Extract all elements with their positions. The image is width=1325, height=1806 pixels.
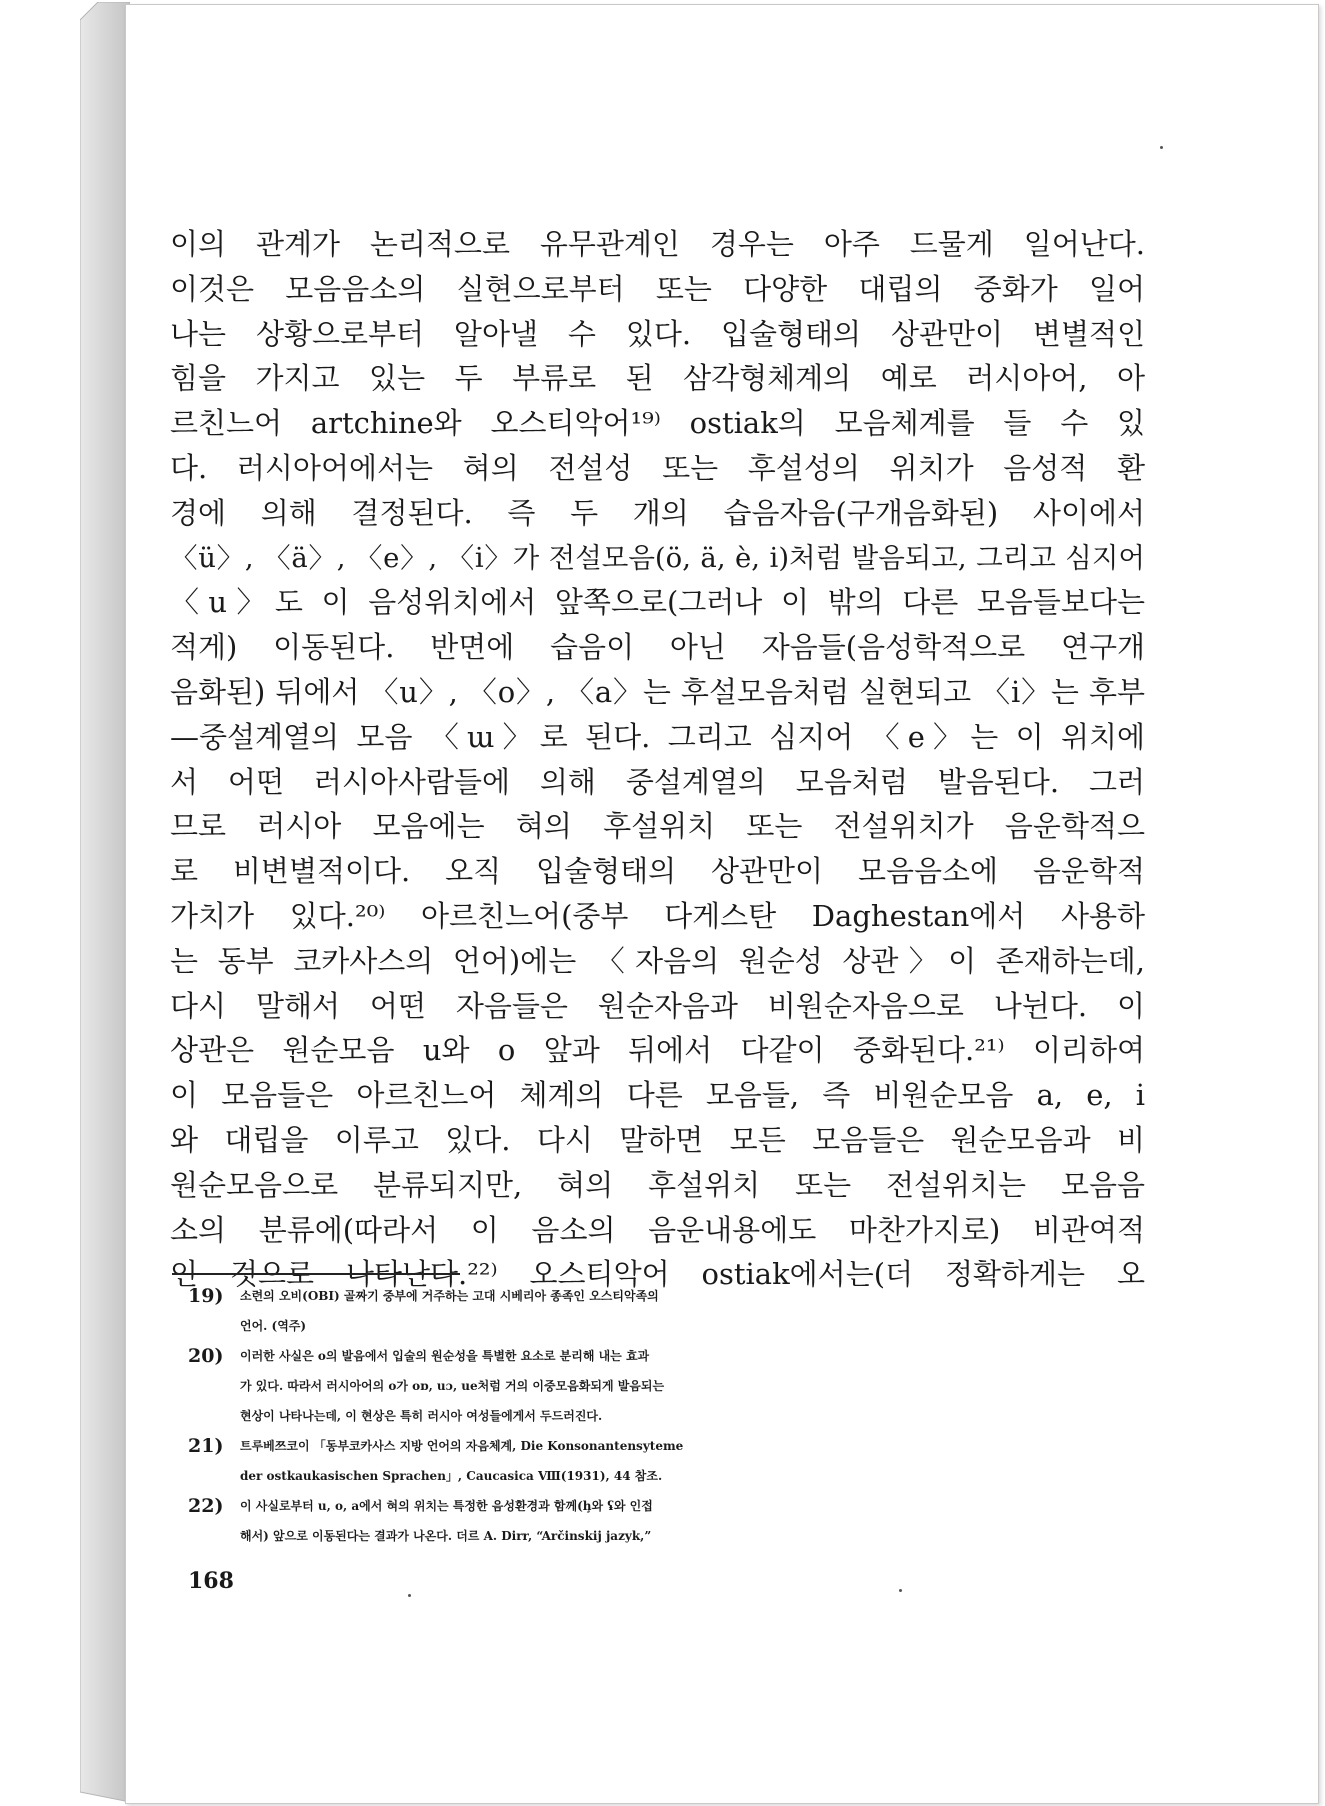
scan-speck [899,1589,902,1592]
footnote-line: der ostkaukasischen Sprachen」, Caucasica Ⅷ(1931), 44 참조. [240,1469,663,1483]
footnote [188,1431,1148,1491]
footnote-number: 19) [188,1285,224,1307]
body-line: 르친느어 artchine와 오스티악어¹⁹⁾ ostiak의 모음체계를 들 수 있 [170,406,1145,441]
body-line: 가치가 있다.²⁰⁾ 아르친느어(중부 다게스탄 Daghestan에서 사용하 [170,898,1145,933]
body-line: 와 대립을 이루고 있다. 다시 말하면 모든 모음들은 원순모음과 비 [170,1122,1145,1157]
page-number: 168 [188,1568,234,1594]
body-line: 적게) 이동된다. 반면에 습음이 아닌 자음들(음성학적으로 연구개 [170,630,1145,665]
body-line: 이것은 모음음소의 실현으로부터 또는 다양한 대립의 중화가 일어 [170,271,1145,306]
body-line: 원순모음으로 분류되지만, 혀의 후설위치 또는 전설위치는 모음음 [170,1167,1145,1202]
footnote [188,1341,1148,1431]
body-line: 〈ü〉, 〈ä〉, 〈e〉, 〈i〉가 전설모음(ö, ä, è, i)처럼 발음되고, 그리고 심지어 [170,541,1145,574]
body-line: 이의 관계가 논리적으로 유무관계인 경우는 아주 드물게 일어난다. [170,227,1145,261]
body-line: 는 동부 코카사스의 언어)에는 〈자음의 원순성 상관〉이 존재하는데, [170,943,1145,978]
body-line: 인 것으로 나타난다.²²⁾ 오스티악어 ostiak에서는(더 정확하게는 오 [170,1257,1145,1292]
footnote-line: 소련의 오비(OBI) 골짜기 중부에 거주하는 고대 시베리아 종족인 오스티악족의 [240,1289,659,1303]
footnote-line: 이 사실로부터 u, o, a에서 혀의 위치는 특정한 음성환경과 함께(ḩ와 ʢ와 인접 [240,1499,653,1513]
body-line: 힘을 가지고 있는 두 부류로 된 삼각형체계의 예로 러시아어, 아 [170,361,1145,396]
body-line: 경에 의해 결정된다. 즉 두 개의 습음자음(구개음화된) 사이에서 [170,495,1145,530]
body-line: 〈u〉도 이 음성위치에서 앞쪽으로(그러나 이 밖의 다른 모음들보다는 [170,585,1145,620]
body-line: 음화된) 뒤에서 〈u〉, 〈o〉, 〈a〉는 후설모음처럼 실현되고 〈i〉는 후부 [170,674,1145,709]
footnote-line: 가 있다. 따라서 러시아어의 o가 oɒ, uɔ, ue처럼 거의 이중모음화되게 발음되는 [240,1379,665,1393]
body-line: 므로 러시아 모음에는 혀의 후설위치 또는 전설위치가 음운학적으 [170,809,1145,844]
footnote-number: 20) [188,1345,224,1367]
footnote-number: 22) [188,1495,224,1517]
footnote-line: 이러한 사실은 o의 발음에서 입술의 원순성을 특별한 요소로 분리해 내는 효과 [240,1349,650,1363]
body-line: 다. 러시아어에서는 혀의 전설성 또는 후설성의 위치가 음성적 환 [170,450,1145,485]
footnote [188,1491,1148,1551]
footnote-line: 트루베쯔코이 「동부코카사스 지방 언어의 자음체계, Die Konsonantensyteme [240,1439,684,1453]
body-line: 이 모음들은 아르친느어 체계의 다른 모음들, 즉 비원순모음 a, e, i [170,1078,1145,1113]
body-text [170,222,1145,1297]
body-line: 로 비변별적이다. 오직 입술형태의 상관만이 모음음소에 음운학적 [170,854,1145,889]
scan-speck [1160,146,1163,149]
body-line: 소의 분류에(따라서 이 음소의 음운내용에도 마찬가지로) 비관여적 [170,1212,1145,1247]
scan-speck [408,1594,411,1597]
body-line: 나는 상황으로부터 알아낼 수 있다. 입술형태의 상관만이 변별적인 [170,316,1145,351]
footnote-line: 언어. (역주) [240,1319,307,1333]
book-spine-shape [80,2,130,1802]
footnote-divider [172,1273,460,1275]
book-spine [80,2,130,1802]
footnote-line: 해서) 앞으로 이동된다는 결과가 나온다. 더르 A. Dirr, “Arčinskij jazyk,” [240,1529,652,1543]
body-line: 상관은 원순모음 u와 o 앞과 뒤에서 다같이 중화된다.²¹⁾ 이리하여 [170,1033,1145,1068]
footnote-line: 현상이 나타나는데, 이 현상은 특히 러시아 여성들에게서 두드러진다. [240,1409,603,1423]
footnotes [188,1281,1148,1551]
body-line: 서 어떤 러시아사람들에 의해 중설계열의 모음처럼 발음된다. 그러 [170,764,1145,799]
body-line: 다시 말해서 어떤 자음들은 원순자음과 비원순자음으로 나뉜다. 이 [170,988,1145,1023]
footnote-number: 21) [188,1435,224,1457]
body-line: —중설계열의 모음 〈ɯ〉로 된다. 그리고 심지어 〈e〉는 이 위치에 [170,719,1145,754]
footnote [188,1281,1148,1341]
